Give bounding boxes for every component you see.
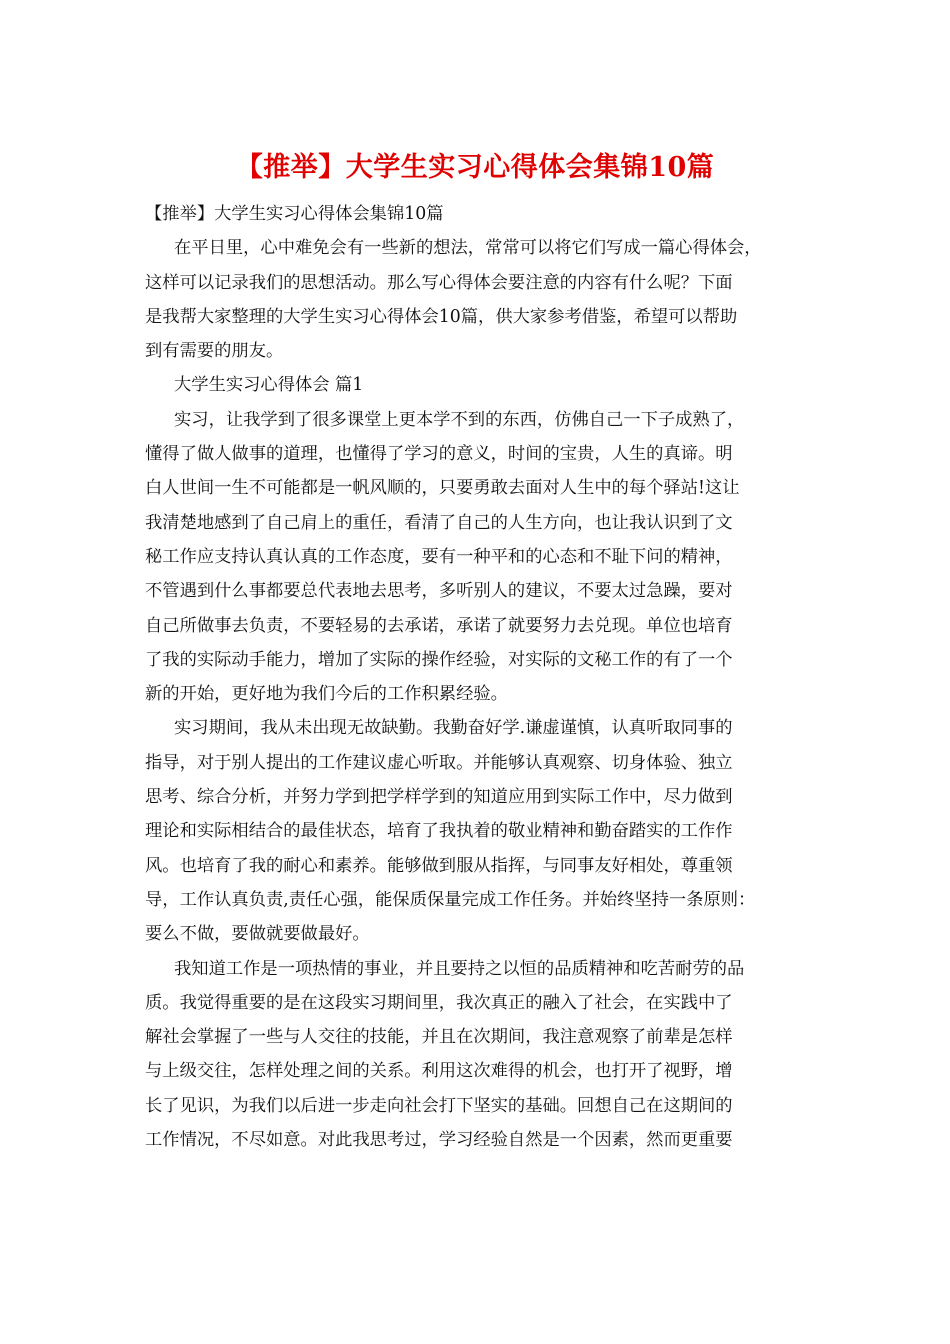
- paragraph-line: 这样可以记录我们的思想活动。那么写心得体会要注意的内容有什么呢？下面: [145, 272, 733, 293]
- paragraph-line: 导，工作认真负责,责任心强，能保质保量完成工作任务。并始终坚持一条原则：: [145, 889, 756, 910]
- paragraph-line: 大学生实习心得体会 篇1: [174, 375, 364, 396]
- paragraph-line: 到有需要的朋友。: [145, 341, 284, 362]
- paragraph-line: 懂得了做人做事的道理，也懂得了学习的意义，时间的宝贵，人生的真谛。明: [145, 444, 733, 465]
- paragraph-line: 风。也培育了我的耐心和素养。能够做到服从指挥，与同事友好相处，尊重领: [145, 855, 733, 876]
- document-title: 【推举】大学生实习心得体会集锦10篇: [235, 152, 715, 183]
- paragraph-line: 思考、综合分析，并努力学到把学样学到的知道应用到实际工作中，尽力做到: [145, 787, 733, 808]
- paragraph-line: 我知道工作是一项热情的事业，并且要持之以恒的品质精神和吃苦耐劳的品: [174, 958, 745, 979]
- paragraph-line: 新的开始，更好地为我们今后的工作积累经验。: [145, 684, 508, 705]
- paragraph-line: 不管遇到什么事都要总代表地去思考，多听别人的建议，不要太过急躁，要对: [145, 581, 733, 602]
- paragraph-line: 自己所做事去负责，不要轻易的去承诺，承诺了就要努力去兑现。单位也培育: [145, 615, 733, 636]
- paragraph-line: 实习，让我学到了很多课堂上更本学不到的东西，仿佛自己一下子成熟了，: [174, 409, 745, 430]
- paragraph-line: 质。我觉得重要的是在这段实习期间里，我次真正的融入了社会，在实践中了: [145, 992, 733, 1013]
- paragraph-line: 实习期间，我从未出现无故缺勤。我勤奋好学.谦虚谨慎，认真听取同事的: [174, 718, 733, 739]
- paragraph-line: 理论和实际相结合的最佳状态，培育了我执着的敬业精神和勤奋踏实的工作作: [145, 821, 733, 842]
- paragraph-line: 白人世间一生不可能都是一帆风顺的，只要勇敢去面对人生中的每个驿站!这让: [145, 478, 740, 499]
- paragraph-line: 指导，对于别人提出的工作建议虚心听取。并能够认真观察、切身体验、独立: [145, 752, 733, 773]
- paragraph-line: 要么不做，要做就要做最好。: [145, 924, 370, 945]
- paragraph-line: 是我帮大家整理的大学生实习心得体会10篇，供大家参考借鉴，希望可以帮助: [145, 306, 738, 327]
- document-body: [145, 197, 815, 1157]
- paragraph-line: 工作情况，不尽如意。对此我思考过，学习经验自然是一个因素，然而更重要: [145, 1130, 733, 1151]
- paragraph-line: 解社会掌握了一些与人交往的技能，并且在次期间，我注意观察了前辈是怎样: [145, 1027, 733, 1048]
- paragraph-line: 秘工作应支持认真认真的工作态度，要有一种平和的心态和不耻下问的精神，: [145, 546, 733, 567]
- paragraph-line: 了我的实际动手能力，增加了实际的操作经验，对实际的文秘工作的有了一个: [145, 649, 733, 670]
- document-subtitle: 【推举】大学生实习心得体会集锦10篇: [145, 204, 444, 224]
- paragraph-line: 在平日里，心中难免会有一些新的想法，常常可以将它们写成一篇心得体会，: [174, 238, 762, 259]
- paragraph-line: 与上级交往，怎样处理之间的关系。利用这次难得的机会，也打开了视野，增: [145, 1061, 733, 1082]
- paragraph-line: 我清楚地感到了自己肩上的重任，看清了自己的人生方向，也让我认识到了文: [145, 512, 733, 533]
- paragraph-line: 长了见识，为我们以后进一步走向社会打下坚实的基础。回想自己在这期间的: [145, 1095, 733, 1116]
